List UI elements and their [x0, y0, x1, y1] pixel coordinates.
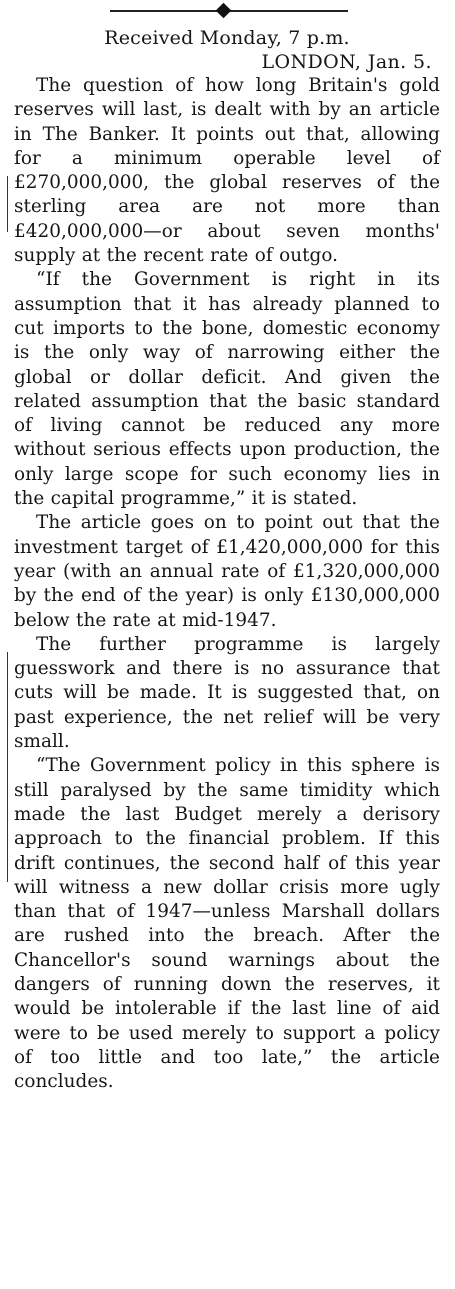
header-rule	[14, 0, 440, 22]
article-paragraph-2: “If the Government is right in its assumption that it has already planned to cut imports to the bone, domestic economy is the only way of narrowing either the global or dollar deficit. And given the related assumption that the basic standard of living cannot be reduced any more without serious effects upon production, the only large scope for such economy lies in the capital programme,” it is stated.	[14, 269, 440, 510]
margin-mark-lower	[7, 652, 8, 882]
article-column	[14, 0, 440, 1094]
received-line: Received Monday, 7 p.m.	[104, 27, 350, 49]
margin-mark-upper	[7, 176, 8, 232]
diamond-ornament-icon	[216, 3, 232, 19]
article-paragraph-4: The further programme is largely guesswork and there is no assurance that cuts will be made. It is suggested that, on past experience, the net relief will be very small.	[14, 633, 440, 753]
dateline: LONDON, Jan. 5.	[261, 51, 432, 73]
article-paragraph-1: The question of how long Britain's gold reserves will last, is dealt with by an article in The Banker. It points out that, allowing for a minimum operable level of £270,000,000, the global reserves of the sterling area are not more than £420,000,000—or about seven months' supply at the recent rate of outgo.	[14, 75, 440, 267]
article-paragraph-5: “The Government policy in this sphere is still paralysed by the same timidity which made the last Budget merely a derisory approach to the financial problem. If this drift continues, the second half of this year will witness a new dollar crisis more ugly than that of 1947—unless Marshall dollars are rushed into the breach. After the Chancellor's sound warnings about the dangers of running down the reserves, it would be intolerable if the last line of aid were to be used merely to support a policy of too little and too late,” the article concludes.	[14, 755, 440, 1093]
article-paragraph-3: The article goes on to point out that the investment target of £1,420,000,000 for this year (with an annual rate of £1,320,000,000 by the end of the year) is only £130,000,000 below the rate at mid-1947.	[14, 512, 440, 631]
